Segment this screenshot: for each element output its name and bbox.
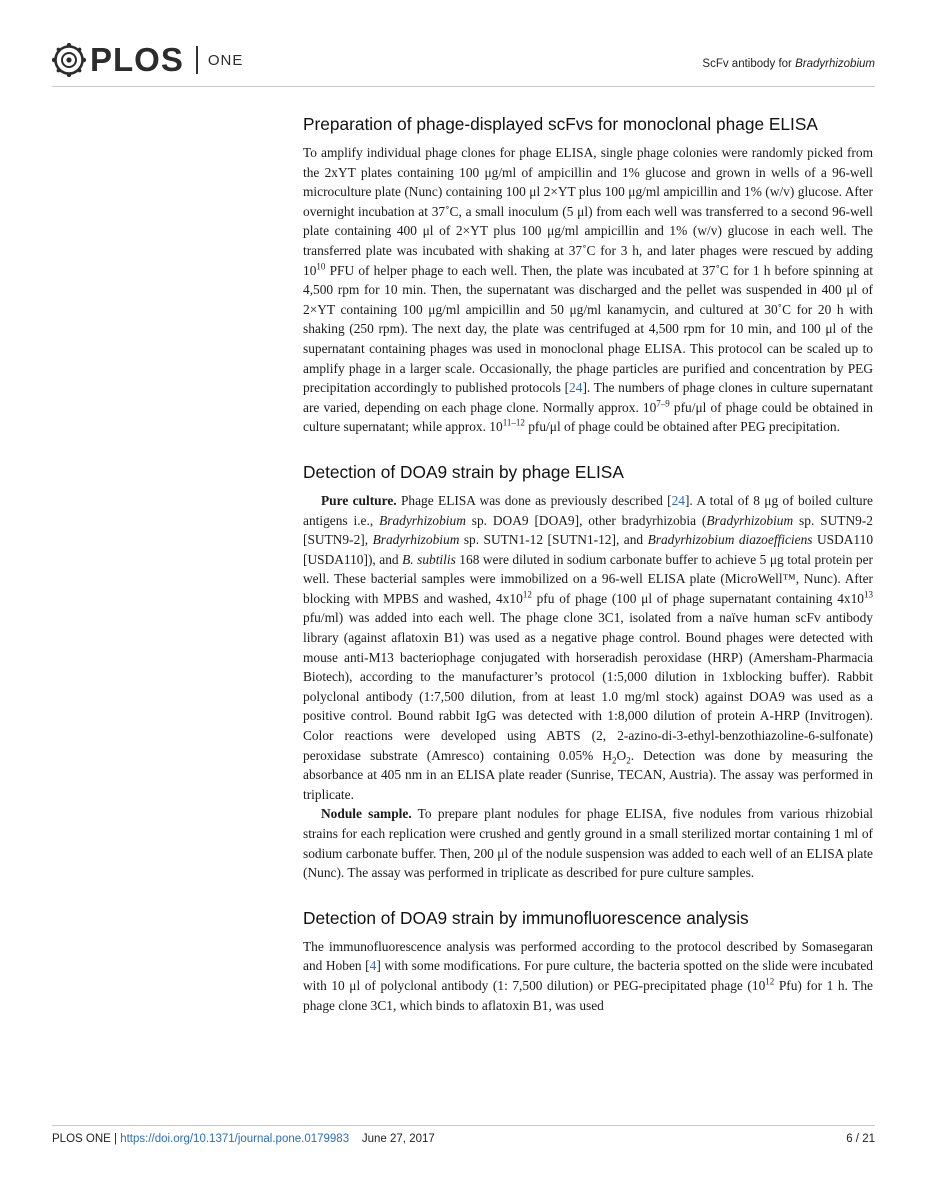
footer-divider	[52, 1125, 875, 1126]
section-heading: Preparation of phage-displayed scFvs for monoclonal phage ELISA	[303, 114, 818, 134]
logo-journal-name: ONE	[207, 51, 244, 69]
page-footer	[52, 1133, 875, 1145]
section-immunofluorescence	[303, 907, 873, 1015]
plos-one-logo[interactable]	[52, 40, 243, 80]
paragraph: Pure culture. Phage ELISA was done as previously described [24]. A total of 8 μg of boiled culture antigens i.e., Bradyrhizobium sp. DOA9 [DOA9], other bradyrhizobia (Bradyrhizobium sp. SUTN9-2 [SUTN9-2], Bradyrhizobium sp. SUTN1-12 [SUTN1-12], and Bradyrhizobium diazoefficiens USDA110 [USDA110]), and B. subtilis 168 were diluted in sodium carbonate buffer to achieve 5 μg total protein per well. These bacterial samples were immobilized on a 96-well ELISA plate (MicroWell™, Nunc). After blocking with MPBS and washed, $4x10^{12}$ pfu of phage (100 μl of phage supernatant containing $4x10^{13}$ pfu/ml) was added into each well. The phage clone 3C1, isolated from a naïve human scFv antibody library (against aflatoxin B1) was used as a negative phage control. Bound phages were detected with mouse anti-M13 bacteriophage conjugated with horseradish peroxidase (HRP) (Amersham-Pharmacia Biotech), according to the manufacturer’s protocol (1:5,000 dilution in 1xblocking buffer). Rabbit polyclonal antibody (1:7,500 dilution, from at least 1.0 mg/ml stock) against DOA9 was used as a positive control. Bound rabbit IgG was detected with 1:8,000 dilution of protein A-HRP (Invitrogen). Color reactions were developed using ABTS (2, 2-azino-di-3-ethyl-benzothiazoline-6-sulfonate) peroxidase substrate (Amresco) containing 0.05% $H_2O_2$. Detection was done by measuring the absorbance at 405 nm in an ELISA plate reader (Sunrise, TECAN, Austria). The assay was performed in triplicate.	[303, 492, 874, 802]
run-in-heading: Pure culture.	[321, 492, 397, 508]
paragraph: The immunofluorescence analysis was performed according to the protocol described by Somasegaran and Hoben [4] with some modifications. For pure culture, the bacteria spotted on the slide were incubated with 10 μl of polyclonal antibody (1: 7,500 dilution) or PEG-precipitated phage ($10^{12}$ Pfu) for 1 h. The phage clone 3C1, which binds to aflatoxin B1, was used	[303, 938, 873, 1013]
plos-logo-icon	[52, 43, 86, 77]
page-header	[52, 38, 875, 88]
citation-link[interactable]: 24	[671, 492, 685, 508]
logo-divider	[196, 46, 198, 74]
section-phage-preparation	[303, 113, 873, 437]
section-heading: Detection of DOA9 strain by immunofluorescence analysis	[303, 907, 749, 928]
citation-link[interactable]: 24	[569, 380, 583, 396]
section-heading: Detection of DOA9 strain by phage ELISA	[303, 461, 624, 482]
doi-link[interactable]: https://doi.org/10.1371/journal.pone.0179983	[120, 1133, 350, 1145]
header-divider	[52, 86, 875, 87]
page-number: 6 / 21	[846, 1133, 875, 1145]
section-phage-elisa	[303, 461, 873, 883]
running-title: ScFv antibody for Bradyrhizobium	[702, 58, 875, 70]
footer-journal: PLOS ONE |	[52, 1133, 121, 1145]
run-in-heading: Nodule sample.	[321, 806, 412, 822]
logo-wordmark: PLOS	[90, 41, 184, 78]
publication-date: June 27, 2017	[361, 1133, 435, 1145]
paragraph: To amplify individual phage clones for phage ELISA, single phage colonies were randomly picked from the 2xYT plates containing 100 μg/ml of ampicillin and 1% glucose and grown in wells of a 96-well microculture plate (Nunc) containing 100 μl 2×YT plus 100 μg/ml ampicillin and 1% (w/v) glucose. After overnight incubation at 37˚C, a small inoculum (5 μl) from each well was transferred to a second 96-well plate containing 400 μl of 2×YT plus 100 μg/ml ampicillin and 1% (w/v) glucose in each well. The transferred plate was incubated with shaking at 37˚C for 3 h, and later phages were rescued by adding $10^{10}$ PFU of helper phage to each well. Then, the plate was incubated at 37˚C for 1 h before spinning at 4,500 rpm for 10 min. Then, the supernatant was discharged and the pellet was suspended in 400 μl of 2×YT containing 100 μg/ml ampicillin and 50 μg/ml kanamycin, and cultured at 30˚C for 20 h with shaking (250 rpm). The next day, the plate was centrifuged at 4,500 rpm for 10 min, and 100 μl of the supernatant containing phages was used in monoclonal phage ELISA. This protocol can be scaled up to amplify phage in a larger scale. Occasionally, the phage particles are purified and concentration by PEG precipitation accordingly to published protocols [24]. The numbers of phage clones in culture supernatant are varied, depending on each phage clone. Normally approx. 10$^{7-9}$ pfu/μl of phage could be obtained in culture supernatant; while approx. 10$^{11-12}$ pfu/μl of phage could be obtained after PEG precipitation.	[303, 145, 873, 435]
paragraph: Nodule sample. To prepare plant nodules for phage ELISA, five nodules from various rhizobial strains for each replication were crushed and gently ground in a small sterilized mortar containing 1 ml of sodium carbonate buffer. Then, 200 μl of the nodule suspension was added to each well of an ELISA plate (Nunc). The assay was performed in triplicate as described for pure culture samples.	[303, 806, 873, 881]
citation-link[interactable]: 4	[369, 958, 377, 974]
article-body	[303, 113, 873, 1015]
